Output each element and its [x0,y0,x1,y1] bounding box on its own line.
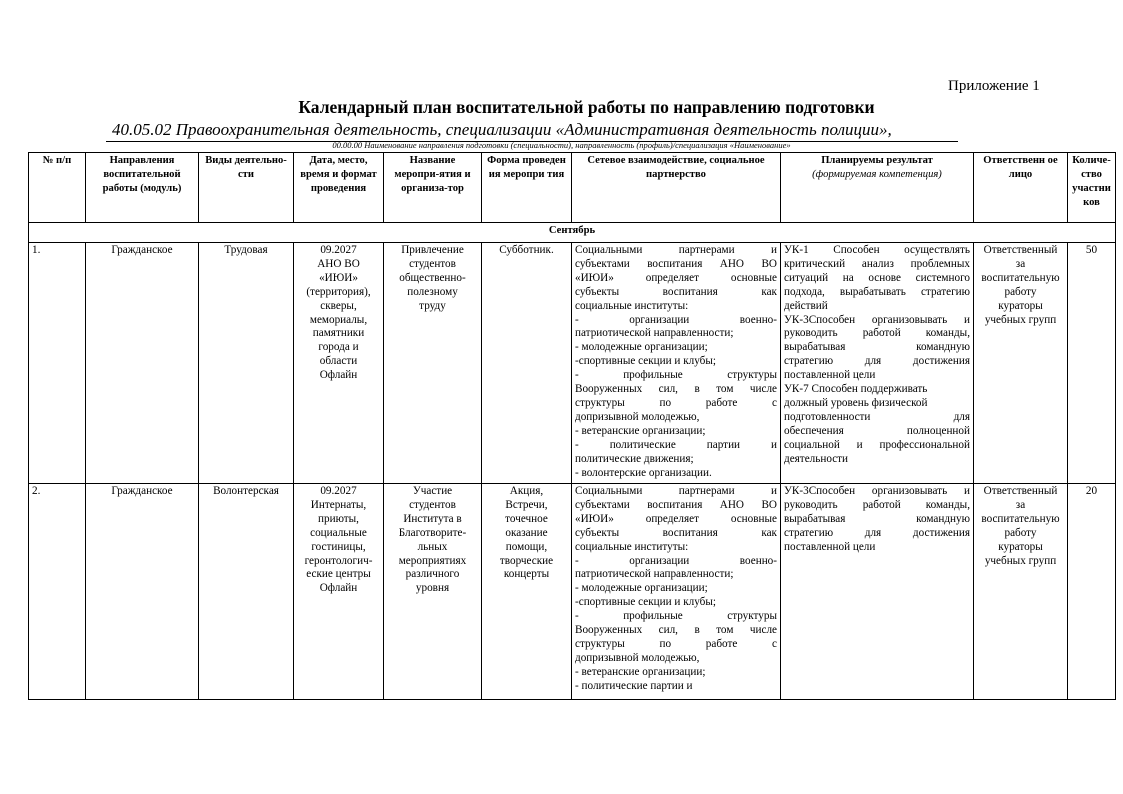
cell-line: работу [1004,526,1037,539]
cell-line: учебных групп [984,554,1057,567]
cell-line: должный уровень физической [784,396,928,409]
cell-line: критический анализ проблемных [784,257,970,270]
cell-line: города и [318,341,359,354]
cell-line: - волонтерские организации. [575,466,712,479]
cell-line: геронтологич- [304,554,373,567]
cell-line: Субботник. [499,244,554,256]
cell-responsible [974,243,1068,484]
header-result-main: Планируемы результат [821,155,933,166]
cell-line: - организации военно- [575,554,777,567]
cell-line: за [1015,257,1026,270]
cell-line: патриотической направленности; [575,327,734,340]
cell-event-form [482,484,572,700]
header-network: Сетевое взаимодействие, социальное партнерство [572,153,781,223]
cell-line: допризывной молодежью, [575,651,700,664]
cell-line: Ответственный [983,244,1058,256]
cell-event-name [384,484,482,700]
cell-line: труду [419,299,446,312]
cell-line: вырабатывая командную [784,512,970,525]
header-responsible: Ответственн ое лицо [974,153,1068,223]
cell-line: еские центры [306,568,371,581]
cell-line: УК-1 Способен осуществлять [784,244,970,256]
cell-line: - политические партии и [575,438,777,451]
cell-line: 09.2027 [320,485,357,497]
header-activity-type: Виды деятельно-сти [199,153,294,223]
cell-line: области [319,355,358,368]
cell-line: УК-3Способен организовывать и [784,313,970,326]
cell-line: скверы, [320,299,357,312]
cell-line: гостиницы, [311,540,366,553]
month-row [29,223,1116,243]
cell-line: стратегию для достижения [784,526,970,539]
cell-line: кураторы [998,299,1043,312]
header-result-sub: (формируемая компетенция) [812,169,942,180]
header-result [781,153,974,223]
cell-line: деятельности [784,452,849,465]
cell-line: - профильные структуры [575,610,777,623]
cell-line: воспитательную [981,271,1060,284]
cell-line: Социальными партнерами и [575,244,777,256]
cell-line: - ветеранские организации; [575,665,706,678]
cell-direction: Гражданское [86,484,199,700]
cell-responsible [974,484,1068,700]
cell-line: Акция, [509,485,544,497]
cell-activity-type: Волонтерская [199,484,294,700]
cell-line: памятники [312,327,365,340]
cell-line: работу [1004,285,1037,298]
cell-line: допризывной молодежью, [575,410,700,423]
appendix-label: Приложение 1 [948,78,1040,94]
cell-line: - профильные структуры [575,369,777,382]
cell-line: вырабатывая командную [784,341,970,354]
table-row [29,243,1116,484]
cell-line: 09.2027 [320,244,357,256]
month-label: Сентябрь [29,223,1116,243]
cell-line: «ИЮИ» определяет основные [575,512,777,525]
cell-line: стратегию для достижения [784,355,970,368]
cell-line: Вооруженных сил, в том числе [575,383,777,396]
cell-line: уровня [415,582,450,595]
header-count: Количе-ство участни ков [1068,153,1116,223]
cell-line: Офлайн [319,582,358,595]
cell-line: помощи, [505,540,548,553]
cell-line: структуры по работе с [575,396,777,409]
table-header-row [29,153,1116,223]
cell-line: полезному [407,285,458,298]
cell-line: за [1015,498,1026,511]
document-subtitle: 40.05.02 Правоохранительная деятельность, специализации «Административная деятельность полиции», [106,119,958,142]
cell-line: Встречи, [505,498,548,511]
cell-line: Интернаты, [310,498,367,511]
cell-line: - ветеранские организации; [575,424,706,437]
cell-line: обеспечения полноценной [784,424,970,437]
cell-line: Ответственный [983,485,1058,497]
cell-line: творческие [499,554,554,567]
cell-line: кураторы [998,540,1043,553]
cell-activity-type: Трудовая [199,243,294,484]
cell-line: УК-3Способен организовывать и [784,485,970,497]
cell-line: субъекты воспитания как [575,526,777,539]
cell-num: 2. [29,484,86,700]
cell-network [572,243,781,484]
cell-line: структуры по работе с [575,637,777,650]
cell-line: патриотической направленности; [575,568,734,581]
cell-line: общественно- [399,271,466,284]
cell-line: руководить работой команды, [784,498,970,511]
cell-line: учебных групп [984,313,1057,326]
cell-network [572,484,781,700]
cell-line: мероприятиях [398,554,467,567]
cell-line: поставленной цели [784,540,876,553]
cell-line: Вооруженных сил, в том числе [575,624,777,637]
cell-count: 20 [1068,484,1116,700]
cell-line: Участие [412,485,453,497]
cell-line: Офлайн [319,369,358,382]
cell-date-place [294,484,384,700]
cell-line: оказание [505,526,548,539]
cell-line: АНО ВО [317,257,360,270]
header-num: № п/п [29,153,86,223]
cell-num: 1. [29,243,86,484]
cell-line: точечное [505,512,548,525]
cell-line: подхода, вырабатывать стратегию [784,285,970,298]
cell-line: -спортивные секции и клубы; [575,355,716,368]
cell-line: действий [784,299,828,312]
cell-line: Привлечение [401,244,464,256]
header-date-place: Дата, место, время и формат проведения [294,153,384,223]
cell-line: УК-7 Способен поддерживать [784,383,928,396]
cell-line: социальные институты: [575,540,689,553]
cell-line: субъекты воспитания как [575,285,777,298]
cell-line: (территория), [306,285,371,298]
subtitle-caption: 00.00.00 Наименование направления подготовки (специальности), направленность (профиль)/специализация «Наименование» [332,140,791,150]
cell-result [781,243,974,484]
cell-line: Социальными партнерами и [575,485,777,497]
table-row [29,484,1116,700]
cell-line: льных [417,540,448,553]
cell-line: мемориалы, [309,313,368,326]
cell-line: приюты, [318,512,359,525]
cell-line: -спортивные секции и клубы; [575,596,716,609]
cell-line: «ИЮИ» определяет основные [575,271,777,284]
cell-line: - молодежные организации; [575,341,708,354]
cell-line: - молодежные организации; [575,582,708,595]
cell-line: руководить работой команды, [784,327,970,340]
cell-line: студентов [409,498,456,511]
document-title: Календарный план воспитательной работы по направлению подготовки [298,97,875,117]
cell-line: - политические партии и [575,679,693,692]
cell-line: социальные институты: [575,299,689,312]
cell-line: - организации военно- [575,313,777,326]
cell-line: политические движения; [575,452,694,465]
cell-line: воспитательную [981,512,1060,525]
calendar-plan-table [28,152,1116,700]
cell-line: концерты [503,568,550,581]
cell-line: студентов [409,257,456,270]
cell-event-name [384,243,482,484]
cell-date-place [294,243,384,484]
cell-result [781,484,974,700]
cell-line: субъектами воспитания АНО ВО [575,498,777,511]
cell-line: различного [405,568,460,581]
cell-count: 50 [1068,243,1116,484]
cell-line: социальные [310,526,367,539]
cell-direction: Гражданское [86,243,199,484]
cell-line: ситуаций на основе системного [784,271,970,284]
cell-event-form [482,243,572,484]
cell-line: «ИЮИ» [319,271,358,284]
cell-line: подготовленности для [784,410,970,423]
cell-line: Благотворите- [398,526,467,539]
cell-line: поставленной цели [784,369,876,382]
cell-line: Института в [403,512,462,525]
cell-line: субъектами воспитания АНО ВО [575,257,777,270]
header-direction: Направления воспитательной работы (модуль) [86,153,199,223]
header-event-name: Название меропри-ятия и организа-тор [384,153,482,223]
cell-line: социальной и профессиональной [784,438,970,451]
header-event-form: Форма проведен ия меропри тия [482,153,572,223]
